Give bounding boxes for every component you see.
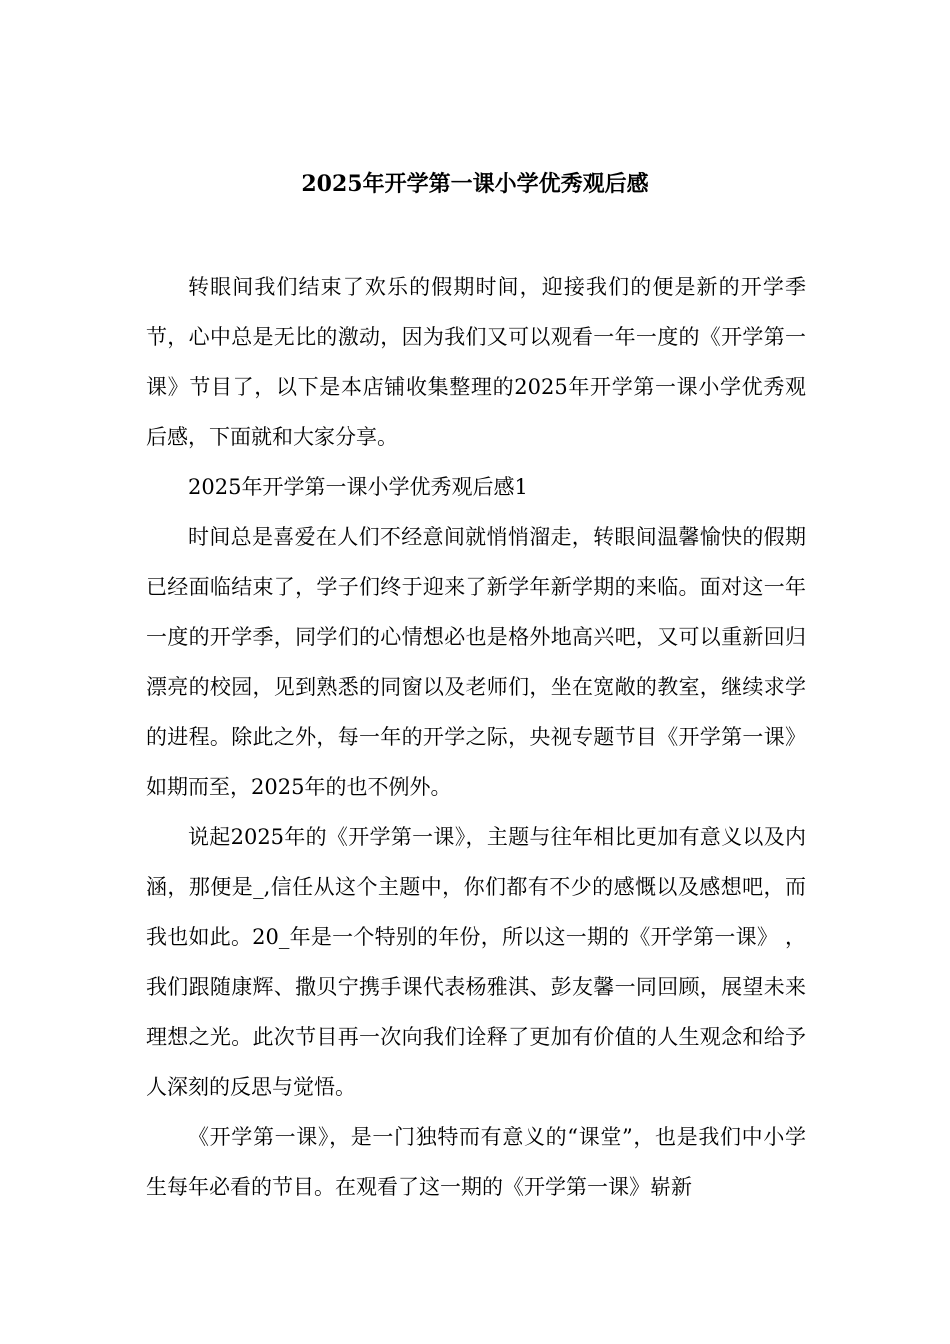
paragraph: 时间总是喜爱在人们不经意间就悄悄溜走，转眼间温馨愉快的假期已经面临结束了，学子们终于迎来了新学年新学期的来临。面对这一年一度的开学季，同学们的心情想必也是格外地高兴吧，又可以重新回归漂亮的校园，见到熟悉的同窗以及老师们，坐在宽敞的教室，继续求学的进程。除此之外，每一年的开学之际，央视专题节目《开学第一课》如期而至，2025年的也不例外。	[146, 525, 806, 799]
paragraph-intro: 转眼间我们结束了欢乐的假期时间，迎接我们的便是新的开学季节，心中总是无比的激动，因为我们又可以观看一年一度的《开学第一课》节目了，以下是本店铺收集整理的2025年开学第一课小学优秀观后感，下面就和大家分享。	[146, 275, 806, 449]
document-body	[146, 262, 806, 1212]
section-heading: 2025年开学第一课小学优秀观后感1	[188, 475, 528, 499]
document-title: 2025年开学第一课小学优秀观后感	[301, 171, 649, 197]
paragraph: 《开学第一课》，是一门独特而有意义的“课堂”，也是我们中小学生每年必看的节目。在观看了这一期的《开学第一课》崭新	[146, 1125, 806, 1199]
paragraph: 说起2025年的《开学第一课》，主题与往年相比更加有意义以及内涵，那便是_,信任从这个主题中，你们都有不少的感慨以及感想吧，而我也如此。20_年是一个特别的年份，所以这一期的《开学第一课》 ，我们跟随康辉、撒贝宁携手课代表杨雅淇、彭友馨一同回顾，展望未来理想之光。此次节目再一次向我们诠释了更加有价值的人生观念和给予人深刻的反思与觉悟。	[146, 825, 806, 1099]
